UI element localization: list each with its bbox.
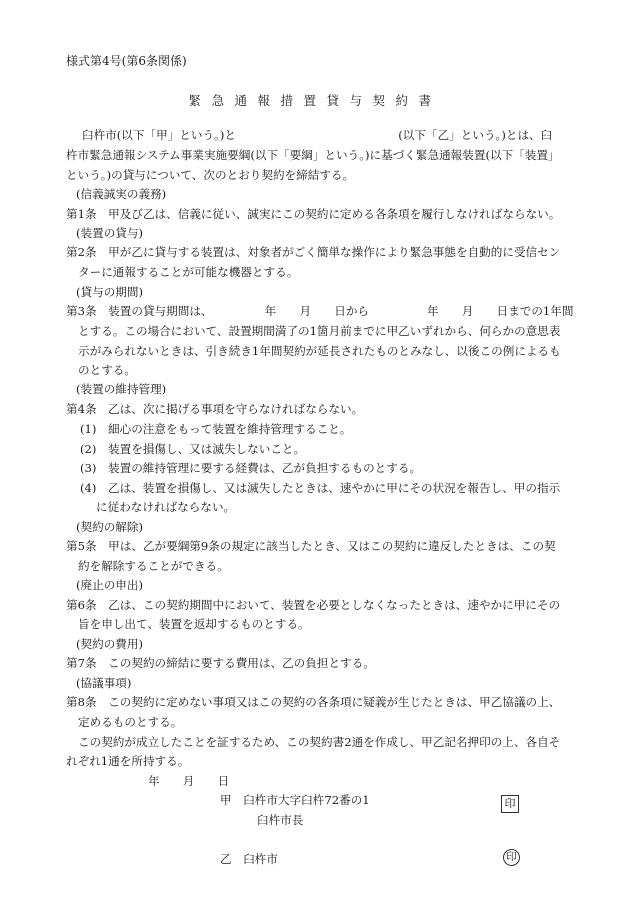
seal-mark-a: 印: [501, 795, 519, 813]
text-line: 第5条 甲は、乙が要綱第9条の規定に該当したとき、又はこの契約に違反したときは、この契: [66, 539, 556, 553]
text-line: 第2条 甲が乙に貸与する装置は、対象者がごく簡単な操作により緊急事態を自動的に受信セン: [66, 245, 561, 259]
seal-mark-b: 印: [503, 849, 520, 866]
text-line: (3) 装置の維持管理に要する経費は、乙が負担するものとする。: [80, 461, 422, 475]
text-line: 第3条 装置の貸与期間は、 年 月 日から 年 月 日までの1年間: [66, 304, 574, 318]
text-line: 臼杵市長: [257, 813, 304, 827]
text-line: ターに通報することが可能な機器とする。: [78, 265, 299, 279]
text-line: (2) 装置を損傷し、又は滅失しないこと。: [80, 442, 306, 456]
text-line: 第1条 甲及び乙は、信義に従い、誠実にこの契約に定める各条項を履行しなければならない。: [66, 207, 561, 221]
text-line: この契約が成立したことを証するため、この契約書2通を作成し、甲乙記名押印の上、各自そ: [78, 735, 561, 749]
text-line: という。)の貸与について、次のとおり契約を締結する。: [66, 168, 355, 182]
text-line: (装置の維持管理): [76, 382, 167, 396]
text-line: 旨を申し出て、装置を返却するものとする。: [78, 617, 310, 631]
text-line: (信義誠実の義務): [76, 187, 167, 201]
text-line: 第8条 この契約に定めない事項又はこの契約の各条項に疑義が生じたときは、甲乙協議の上、: [66, 695, 561, 709]
text-line: 約を解除することができる。: [78, 559, 229, 573]
text-line: のとする。: [78, 363, 136, 377]
text-line: (4) 乙は、装置を損傷し、又は滅失したときは、速やかに甲にその状況を報告し、甲の指示: [80, 481, 561, 495]
text-line: とする。この場合において、設置期間満了の1箇月前までに甲乙いずれから、何らかの意思表: [78, 324, 561, 338]
text-line: (装置の貸与): [76, 226, 144, 240]
text-line: 第6条 乙は、この契約期間中において、装置を必要としなくなったときは、速やかに甲にその: [66, 598, 561, 612]
text-line: (契約の解除): [76, 520, 144, 534]
document-title: 緊急通報措置貸与契約書: [188, 93, 442, 108]
text-line: 杵市緊急通報システム事業実施要綱(以下「要綱」という。)に基づく緊急通報装置(以下「装置」: [66, 148, 560, 162]
text-line: (1) 細心の注意をもって装置を維持管理すること。: [80, 422, 352, 436]
text-line: 示がみられないときは、引き続き1年間契約が延長されたものとみなし、以後この例によるも: [78, 344, 561, 358]
text-line: (貸与の期間): [76, 285, 144, 299]
text-line: 第7条 この契約の締結に要する費用は、乙の負担とする。: [66, 656, 375, 670]
text-line: (廃止の申出): [76, 578, 144, 592]
text-line: 甲 臼杵市大字臼杵72番の1: [220, 793, 370, 807]
text-line: (契約の費用): [76, 637, 144, 651]
form-number: 様式第4号(第6条関係): [66, 54, 187, 68]
text-line: に従わなければならない。: [96, 500, 236, 514]
text-line: れぞれ1通を所持する。: [66, 754, 190, 768]
text-line: 年 月 日: [148, 774, 230, 788]
text-line: (協議事項): [76, 676, 132, 690]
text-line: 第4条 乙は、次に掲げる事項を守らなければならない。: [66, 402, 364, 416]
text-line: 臼杵市(以下「甲」という。)と (以下「乙」という。)とは、臼: [82, 128, 553, 142]
text-line: 乙 臼杵市: [220, 852, 278, 866]
text-line: 定めるものとする。: [78, 715, 183, 729]
